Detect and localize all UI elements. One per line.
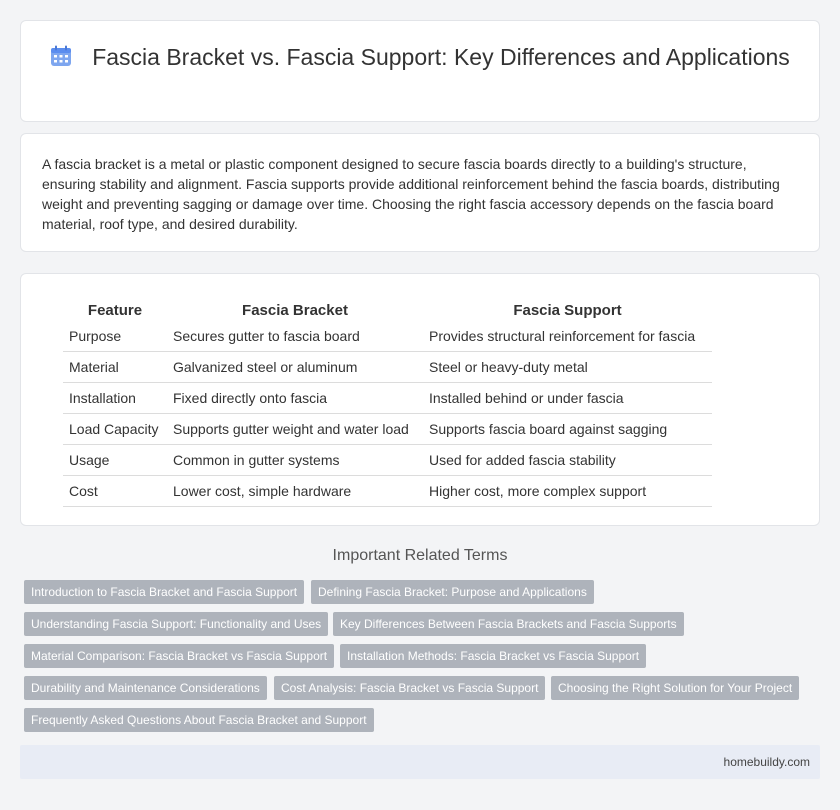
- cell-support: Higher cost, more complex support: [423, 476, 712, 507]
- related-term-link[interactable]: Defining Fascia Bracket: Purpose and Applications: [311, 580, 594, 604]
- related-term-link[interactable]: Choosing the Right Solution for Your Project: [551, 676, 799, 700]
- cell-bracket: Galvanized steel or aluminum: [167, 352, 423, 383]
- cell-support: Provides structural reinforcement for fascia: [423, 321, 712, 352]
- comparison-table: [63, 294, 712, 507]
- header-fascia-support: Fascia Support: [513, 302, 622, 319]
- cell-support: Installed behind or under fascia: [423, 383, 712, 414]
- page-title-container: [21, 43, 819, 72]
- cell-bracket: Supports gutter weight and water load: [167, 414, 423, 445]
- table-row: [63, 414, 712, 445]
- related-term-link[interactable]: Installation Methods: Fascia Bracket vs Fascia Support: [340, 644, 646, 668]
- related-term-link[interactable]: Understanding Fascia Support: Functionality and Uses: [24, 612, 328, 636]
- cell-support: Steel or heavy-duty metal: [423, 352, 712, 383]
- cell-bracket: Fixed directly onto fascia: [167, 383, 423, 414]
- cell-feature: Usage: [63, 445, 167, 476]
- table-row: [63, 321, 712, 352]
- intro-card: [20, 133, 820, 252]
- table-row: [63, 383, 712, 414]
- header-card: [20, 20, 820, 122]
- cell-bracket: Common in gutter systems: [167, 445, 423, 476]
- intro-paragraph: A fascia bracket is a metal or plastic component designed to secure fascia boards directly to a building's structure, ensuring stability and alignment. Fascia supports provide additional reinforcement behind the fascia boards, distributing weight and preventing sagging or damage over time. Choosing the right fascia accessory depends on the fascia board material, roof type, and desired durability.: [42, 156, 780, 232]
- header-feature: Feature: [87, 302, 143, 319]
- cell-bracket: Lower cost, simple hardware: [167, 476, 423, 507]
- header-fascia-bracket: Fascia Bracket: [242, 302, 348, 319]
- page-title: Fascia Bracket vs. Fascia Support: Key Differences and Applications: [92, 44, 790, 70]
- cell-feature: Installation: [63, 383, 167, 414]
- comparison-card: [20, 273, 820, 526]
- related-term-link[interactable]: Durability and Maintenance Considerations: [24, 676, 267, 700]
- related-term-link[interactable]: Key Differences Between Fascia Brackets and Fascia Supports: [333, 612, 684, 636]
- cell-support: Used for added fascia stability: [423, 445, 712, 476]
- calendar-icon: [50, 45, 72, 67]
- table-row: [63, 352, 712, 383]
- related-term-link[interactable]: Material Comparison: Fascia Bracket vs Fascia Support: [24, 644, 334, 668]
- related-term-link[interactable]: Frequently Asked Questions About Fascia Bracket and Support: [24, 708, 374, 732]
- footer-site-link[interactable]: homebuildy.com: [723, 755, 810, 769]
- cell-feature: Material: [63, 352, 167, 383]
- footer-bar: [20, 745, 820, 779]
- table-header-row: [63, 294, 712, 321]
- related-term-link[interactable]: Cost Analysis: Fascia Bracket vs Fascia Support: [274, 676, 545, 700]
- table-row: [63, 445, 712, 476]
- cell-feature: Load Capacity: [63, 414, 167, 445]
- table-row: [63, 476, 712, 507]
- related-term-link[interactable]: Introduction to Fascia Bracket and Fascia Support: [24, 580, 304, 604]
- cell-support: Supports fascia board against sagging: [423, 414, 712, 445]
- cell-feature: Cost: [63, 476, 167, 507]
- cell-bracket: Secures gutter to fascia board: [167, 321, 423, 352]
- related-terms-title: Important Related Terms: [332, 547, 508, 564]
- cell-feature: Purpose: [63, 321, 167, 352]
